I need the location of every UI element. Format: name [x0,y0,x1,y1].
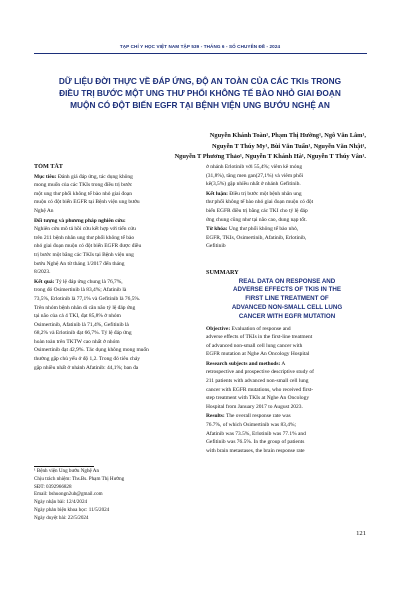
paragraph-lead: Kết quả: [34,278,55,285]
line-text: ứng chung cũng như tại não cao, dung nạp tốt. [206,216,307,223]
text-line [206,207,368,216]
line-text: adverse effects of TKIs in the first-line treatment [206,334,313,341]
line-text: thư phổi không tế bào nhỏ giai đoạn muộn có đột [206,199,314,206]
text-line [206,325,368,334]
line-text: trị bước một bằng các TKIs tại Bệnh viện ung [34,251,134,258]
text-line [206,438,368,447]
text-line [34,251,194,260]
text-line [34,173,194,182]
text-line [34,304,194,313]
line-text: 73,5%, Erlotinib là 77,1% và Gefitinib là 76,5%. [34,295,141,302]
text-line [206,403,368,412]
text-line [34,207,194,216]
paragraph-lead: Đối tượng và phương pháp nghiên cứu: [34,217,126,224]
footnote-line: Ngày duyệt bài: 22/5/2024 [34,514,89,521]
text-line [206,447,368,456]
line-text: ở nhánh Erlotinib với 55,4%; viêm kẽ móng [206,164,303,170]
line-text: Nghiên cứu mô tả hồi cứu kết hợp với tiến cứu [34,226,136,233]
text-line [34,295,194,304]
line-text: tại não của cả 4 TKI, đạt 85,8% ở nhóm [34,313,121,320]
summary-heading: SUMMARY [206,268,239,276]
line-text: bướu Nghệ An từ tháng 1/2017 đến tháng [34,260,125,267]
text-line [206,172,368,181]
text-line [206,368,368,377]
author-line: Nguyễn T Thúy My¹, Bùi Văn Tuấn¹, Nguyễn Văn Nhật¹, [212,142,366,150]
text-line [34,278,194,287]
line-text: 211 patients with advanced non-small cell lung [206,378,309,385]
line-text: TÓM TẮT [34,163,63,170]
title-line: ĐIỀU TRỊ BƯỚC MỘT UNG THƯ PHỔI KHÔNG TẾ BÀO NHỎ GIAI ĐOẠN [59,88,341,99]
line-text: Trên nhóm bệnh nhân di căn não tỷ lệ đáp ứng [34,304,136,311]
text-line [206,198,368,207]
header-rule [34,53,367,54]
text-line [34,364,194,373]
line-text: Điều trị bước một bệnh nhân ung [227,190,302,197]
line-text: trong đó Osimertinib là 83,4%; Afatinib là [34,287,127,294]
author-line: Nguyễn T Phương Thảo¹, Nguyễn T Khánh Hà¹, Nguyễn T Thúy Vân¹. [174,153,366,161]
text-line [34,190,194,199]
text-line [206,377,368,386]
text-line [34,242,194,251]
text-line [34,338,194,347]
text-line [206,342,368,351]
line-text: A [280,360,286,367]
line-text: Hospital from January 2017 to August 2023. [206,403,303,410]
line-text: The overall response rate was [224,413,291,420]
text-line [34,346,194,355]
journal-header: TẠP CHÍ Y HỌC VIỆT NAM TẬP 539 - THÁNG 6 - SỐ CHUYÊN ĐỀ - 2024 [119,44,281,49]
footnote-line: SĐT: 0392966828 [34,483,72,490]
right-column-bottom [206,325,368,456]
text-line [206,242,368,251]
text-line [34,234,194,243]
right-column-top [206,163,368,251]
line-text: Gefitinib [206,243,226,250]
text-line [34,321,194,330]
text-line [206,234,368,243]
text-line [34,260,194,269]
text-line [34,225,194,234]
right-column [206,163,368,455]
left-column [34,163,194,372]
line-text: Ung thư phổi không tế bào nhỏ, [227,226,299,233]
line-text: thường gặp chủ yếu ở độ 1,2. Trong đó tiêu chảy [34,356,140,363]
line-text: Afatinib was 73.5%, Erlotinib was 77.1% and [206,430,306,437]
english-title-line: ADVERSE EFFECTS OF TKIS IN THE [233,286,341,294]
footnotes [34,468,194,523]
line-text: EGFR mutation at Nghe An Oncology Hospital [206,351,310,358]
line-text: Osimertinib đạt 42,9%. Tác dụng không mong muốn [34,347,149,354]
text-line [34,355,194,364]
line-text: Đánh giá đáp ứng, tác dụng không [56,173,133,180]
text-line [206,386,368,395]
text-line [206,216,368,225]
article-title [32,75,368,112]
english-title-line: REAL DATA ON RESPONSE AND [238,277,336,285]
title-line: MUỘN CÓ ĐỘT BIẾN EGFR TẠI BỆNH VIỆN UNG BƯỚU NGHỆ AN [70,100,330,111]
text-line [206,190,368,199]
text-line [34,268,194,277]
english-title-line: FIRST LINE TREATMENT OF [245,295,329,303]
text-line [206,180,368,189]
line-text: hoàn toàn trên TKTW cao nhất ở nhóm [34,338,120,345]
line-text: step treatment with TKIs at Nghe An Oncology [206,395,310,402]
text-line [206,421,368,430]
text-line [206,163,368,172]
english-title-line: ADVANCED NON-SMALL CELL LUNG [231,303,343,311]
paragraph-lead: Objective: [206,325,231,332]
text-line [206,394,368,403]
text-line [206,430,368,439]
line-text: EGFR, TKIs, Osimertinib, Afatinib, Erlotinib, [206,234,307,241]
text-line [34,198,194,207]
line-text: 8/2023. [34,269,51,276]
page-number: 121 [356,530,366,537]
paragraph-lead: Kết luận: [206,190,228,197]
footnote-line: ¹ Bệnh viện Ung bướu Nghệ An [34,468,99,474]
line-text: nhỏ giai đoạn muộn có đột biến EGFR được điều [34,243,142,250]
footnote-line: Email: bshuongn2ub@gmail.com [34,491,103,498]
footnote-line: Ngày nhận bài: 12/4/2024 [34,499,88,506]
line-text: trên 211 bệnh nhân ung thư phổi không tế bào [34,234,135,241]
line-text: retrospective and prospective descriptive study of [206,369,314,376]
line-text: of advanced non-small cell lung cancer with [206,342,303,349]
text-line [34,181,194,190]
line-text: một ung thư phổi không tế bào nhỏ giai đoạn [34,190,132,197]
line-text: cancer with EGFR mutations, who received first- [206,386,314,393]
line-text: 68,2% và Erlotinib đạt 66,7%. Tỷ lệ đáp ứng [34,330,132,337]
line-text: Osimertinib, Afatinib là 71,4%, Gefitinib là [34,321,129,328]
line-text: 76.7%, of which Osimertinib was 83,4%; [206,422,297,429]
text-line [206,225,368,234]
line-text: Evaluation of response and [230,325,291,332]
english-title-line: CANCER WITH EGFR MUTATION [238,312,336,320]
text-line [206,360,368,369]
line-text: biến EGFR điều trị bằng các TKI cho tỷ lệ đáp [206,207,308,214]
title-line: DỮ LIỆU ĐỜI THỰC VỀ ĐÁP ỨNG, ĐỘ AN TOÀN CỦA CÁC TKIs TRONG [58,76,342,86]
paragraph-lead: Results: [206,413,225,420]
footnote-rule [34,466,94,467]
line-text: mong muốn của các TKIs trong điều trị bước [34,182,133,189]
text-line [34,217,194,226]
paragraph-lead: Từ khóa: [206,226,228,233]
paragraph-lead: Research subjects and methods: [206,360,281,367]
line-text: Nghệ An [34,207,54,214]
line-text: muộn có đột biến EGFR tại Bệnh viện ung bướu [34,199,140,206]
author-list [66,131,366,163]
english-title [206,278,368,322]
line-text: gặp nhiều nhất ở nhánh Afatinib: 44,1%; ban đa [34,364,139,371]
paragraph-lead: Mục tiêu: [34,173,57,180]
text-line [34,329,194,338]
line-text: Gefitinib was 76.5%. In the group of patients [206,439,305,446]
author-line: Nguyễn Khánh Toàn¹, Phạm Thị Hường¹, Ngô Văn Lâm¹, [209,132,366,139]
text-line [34,163,194,172]
line-text: with brain metastases, the brain response rate [206,447,305,454]
footnote-line: Chịu trách nhiệm: Ths.Bs. Phạm Thị Hường [34,475,125,482]
text-line [34,286,194,295]
text-line [206,412,368,421]
line-text: kẽ(3,5%) gặp nhiều nhất ở nhánh Gefitinib. [206,181,301,188]
line-text: Tỷ lệ đáp ứng chung là 76,7%, [54,278,123,285]
footnote-line: Ngày phản biện khoa học: 11/5/2024 [34,506,110,513]
text-line [206,333,368,342]
text-line [34,312,194,321]
text-line [206,350,368,359]
line-text: (31,8%), tăng men gan(27,1%) và viêm phổi [206,172,304,179]
